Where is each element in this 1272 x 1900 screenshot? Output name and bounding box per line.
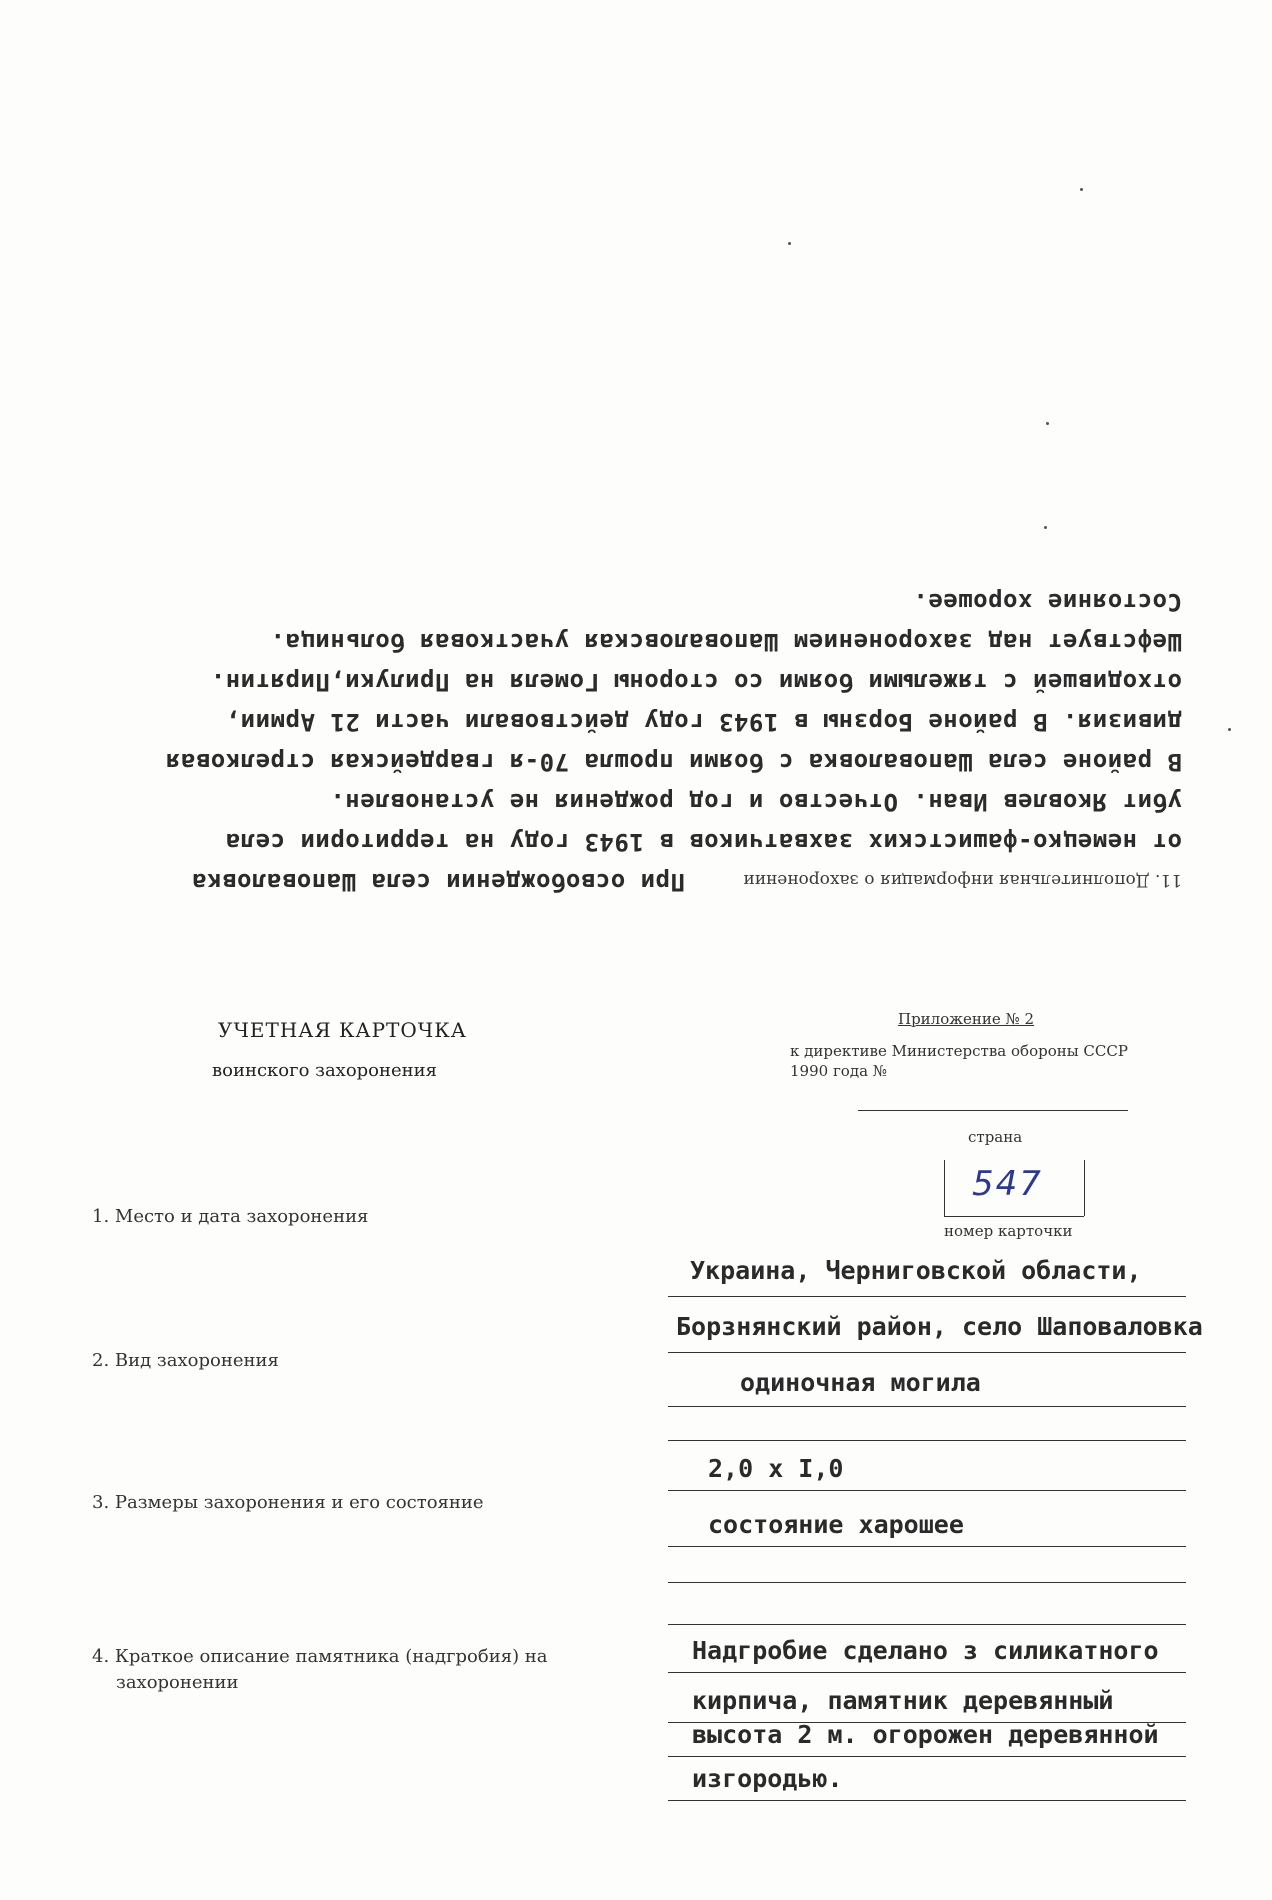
field-3-underline-1	[668, 1490, 1186, 1491]
field-3-label: 3. Размеры захоронения и его состояние	[92, 1492, 484, 1513]
reverse-line: Состояние хорошее.	[912, 588, 1182, 616]
card-number-box-right	[1084, 1160, 1085, 1216]
reverse-line: от немецко-фашистских захватчиков в 1943 году на территории села	[225, 828, 1182, 856]
field-2-underline-1	[668, 1406, 1186, 1407]
country-underline	[858, 1110, 1128, 1111]
reverse-line: В районе села Шаповаловка с боями прошла 70-я гвардейская стрелковая	[165, 748, 1182, 776]
field-4-label-line-2: захоронении	[116, 1672, 239, 1693]
field-3-underline-2	[668, 1546, 1186, 1547]
card-number-label: номер карточки	[944, 1222, 1073, 1240]
field-4-underline-4	[668, 1800, 1186, 1801]
reverse-line: убит Яковлев Иван. Отчество и год рождения не установлен.	[329, 788, 1182, 816]
speck	[1046, 422, 1049, 425]
reverse-additional-info	[30, 560, 1190, 900]
card-title: УЧЕТНАЯ КАРТОЧКА	[218, 1018, 467, 1042]
card-subtitle: воинского захоронения	[212, 1060, 438, 1081]
card-number-box-left	[944, 1160, 945, 1216]
field-4-label-line-1: 4. Краткое описание памятника (надгробия) на	[92, 1646, 548, 1667]
speck	[1080, 188, 1083, 191]
reverse-line: Шефствует над захоронением Шаповаловская участковая больница.	[270, 628, 1182, 656]
country-label: страна	[968, 1128, 1023, 1146]
field-3-value-line-2: состояние харошее	[708, 1510, 964, 1539]
field-1-underline-2	[668, 1352, 1186, 1353]
speck	[788, 242, 791, 245]
reverse-line: отходившей с тяжелыми боями со стороны Гомеля на Прилуки,Пирятин.	[210, 668, 1182, 696]
reverse-line: При освобождении села Шаповаловка	[191, 868, 685, 896]
field-4-value-line-1: Надгробие сделано з силикатного	[692, 1636, 1159, 1665]
speck	[1228, 728, 1231, 731]
field-4-value-line-4: изгородью.	[692, 1764, 843, 1793]
field-1-underline-1	[668, 1296, 1186, 1297]
reverse-printed-label: 11. Дополнительная информация о захоронении	[743, 870, 1182, 890]
field-3-value-line-1: 2,0 х I,0	[708, 1454, 844, 1483]
field-3-underline-3	[668, 1582, 1186, 1583]
field-1-label: 1. Место и дата захоронения	[92, 1206, 369, 1227]
field-4-value-line-2: кирпича, памятник деревянный	[692, 1686, 1114, 1715]
field-4-value-line-3: высота 2 м. огорожен деревянной	[692, 1720, 1159, 1749]
speck	[1044, 526, 1047, 529]
directive-line-2: 1990 года №	[790, 1062, 887, 1080]
card-number-box-bottom	[944, 1216, 1084, 1217]
card-number: 547	[972, 1164, 1043, 1204]
field-1-value-line-1: Украина, Черниговской области,	[690, 1256, 1142, 1285]
appendix-label: Приложение № 2	[898, 1010, 1035, 1028]
field-4-underline-3	[668, 1756, 1186, 1757]
directive-line-1: к директиве Министерства обороны СССР	[790, 1042, 1128, 1060]
reverse-line: дивизия. В районе Борзны в 1943 году действовали части 21 Армии,	[225, 708, 1182, 736]
field-2-underline-2	[668, 1440, 1186, 1441]
field-1-value-line-2: Борзнянский район, село Шаповаловка	[676, 1312, 1203, 1341]
field-4-underline-1	[668, 1672, 1186, 1673]
field-2-value: одиночная могила	[740, 1368, 981, 1397]
field-2-label: 2. Вид захоронения	[92, 1350, 279, 1371]
field-3-underline-4	[668, 1624, 1186, 1625]
